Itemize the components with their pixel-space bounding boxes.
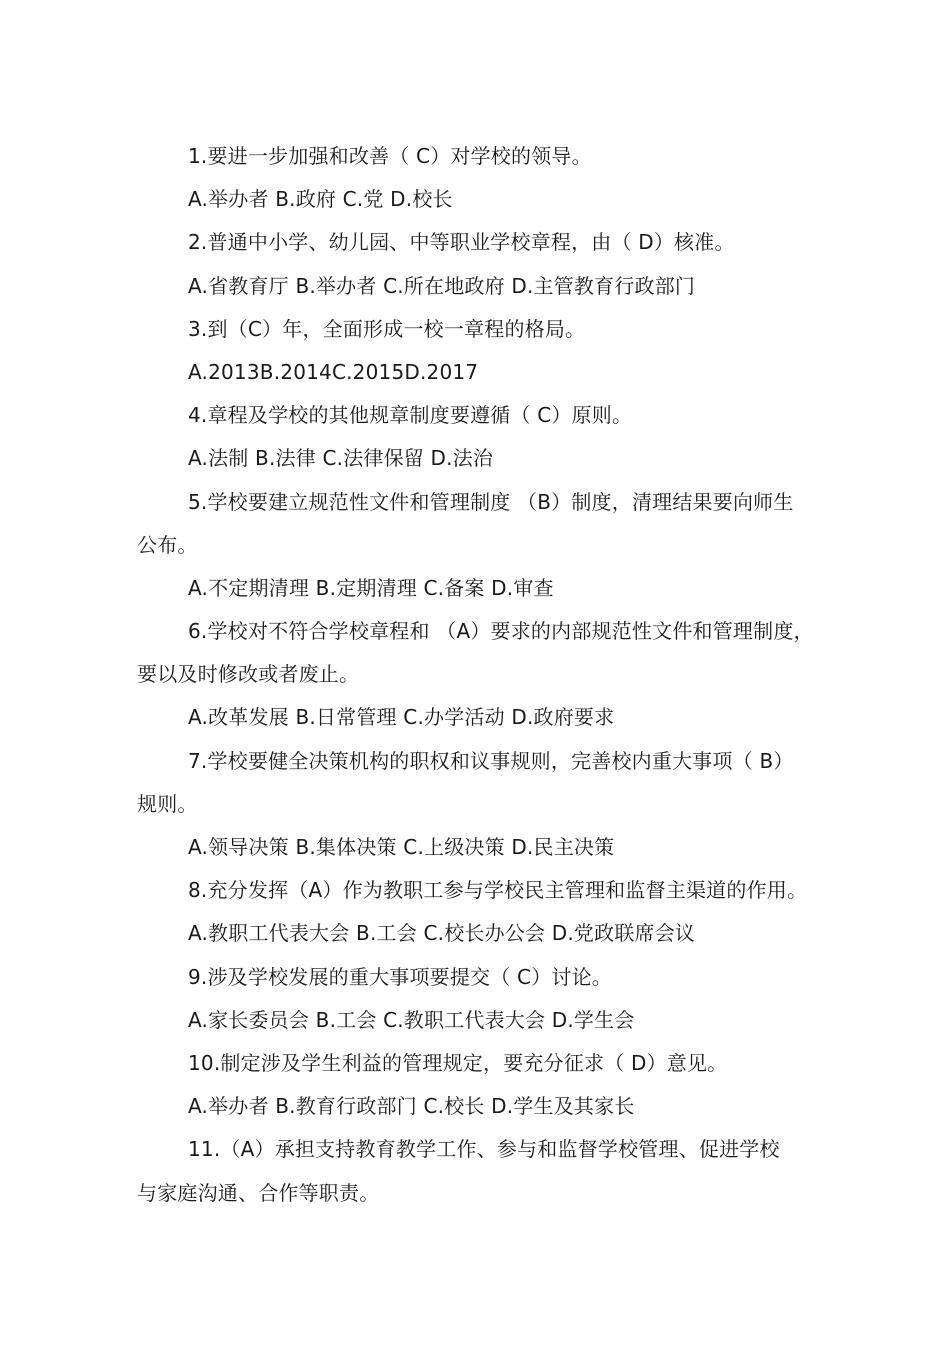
question-9: 9.涉及学校发展的重大事项要提交（ C）讨论。 [188,964,613,989]
question-6-options: A.改革发展 B.日常管理 C.办学活动 D.政府要求 [188,705,615,730]
question-5-continued: 公布。 [137,532,198,557]
question-1: 1.要进一步加强和改善（ C）对学校的领导。 [188,144,592,168]
question-3-options: A.2013B.2014C.2015D.2017 [188,359,479,384]
question-11: 11.（A）承担支持教育教学工作、参与和监督学校管理、促进学校 [188,1137,780,1162]
question-4: 4.章程及学校的其他规章制度要遵循（ C）原则。 [188,403,633,428]
question-3: 3.到（C）年，全面形成一校一章程的格局。 [188,316,586,341]
question-7: 7.学校要健全决策机构的职权和议事规则，完善校内重大事项（ B） [188,748,794,773]
question-2: 2.普通中小学、幼儿园、中等职业学校章程，由（ D）核准。 [188,230,735,255]
question-8-options: A.教职工代表大会 B.工会 C.校长办公会 D.党政联席会议 [188,921,696,946]
question-4-options: A.法制 B.法律 C.法律保留 D.法治 [188,446,494,471]
question-8: 8.充分发挥（A）作为教职工参与学校民主管理和监督主渠道的作用。 [188,878,808,903]
question-7-continued: 规则。 [137,791,198,816]
question-6: 6.学校对不符合学校章程和 （A）要求的内部规范性文件和管理制度， [188,619,814,644]
question-6-continued: 要以及时修改或者废止。 [137,662,360,687]
question-9-options: A.家长委员会 B.工会 C.教职工代表大会 D.学生会 [188,1007,635,1032]
question-10-options: A.举办者 B.教育行政部门 C.校长 D.学生及其家长 [188,1094,635,1119]
question-5-options: A.不定期清理 B.定期清理 C.备案 D.审查 [188,575,554,600]
question-list [137,135,837,1215]
question-7-options: A.领导决策 B.集体决策 C.上级决策 D.民主决策 [188,835,615,859]
question-5: 5.学校要建立规范性文件和管理制度 （B）制度，清理结果要向师生 [188,489,794,514]
question-11-continued: 与家庭沟通、合作等职责。 [137,1180,380,1205]
question-10: 10.制定涉及学生利益的管理规定，要充分征求（ D）意见。 [188,1050,728,1075]
question-1-options: A.举办者 B.政府 C.党 D.校长 [188,187,453,212]
question-2-options: A.省教育厅 B.举办者 C.所在地政府 D.主管教育行政部门 [188,273,696,298]
